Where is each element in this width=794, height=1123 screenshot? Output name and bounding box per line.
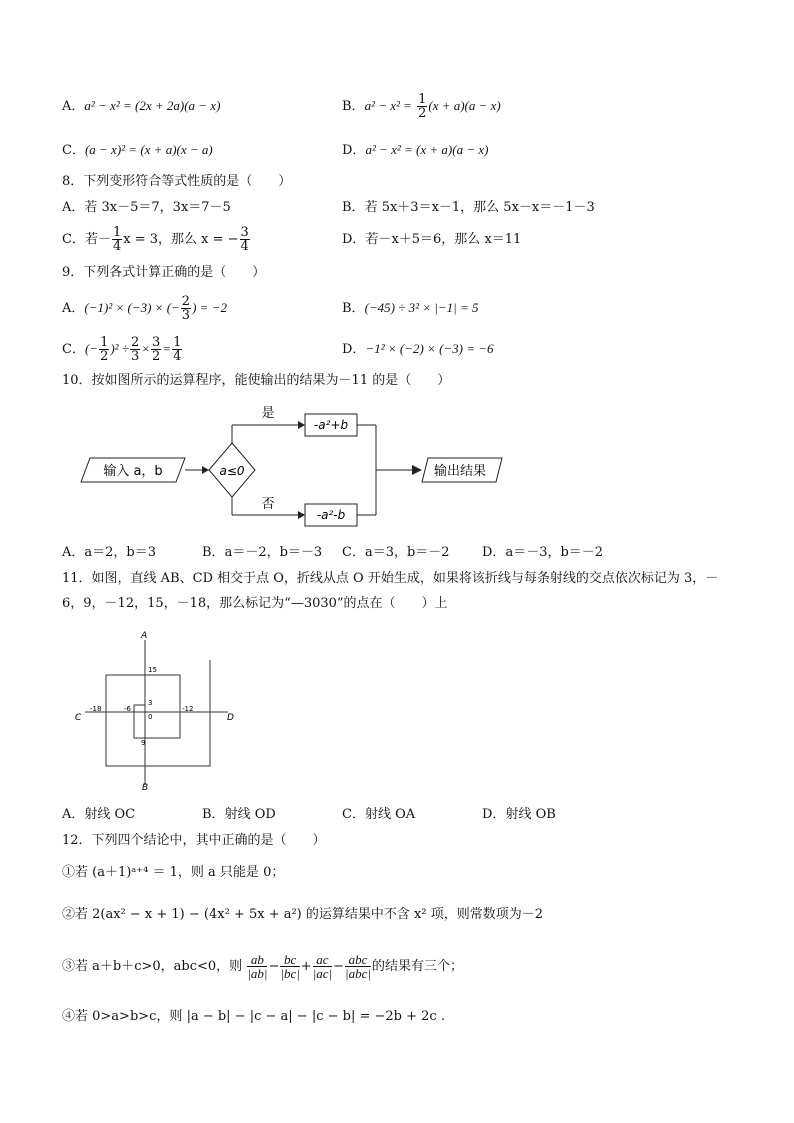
- option-expr: (−45) ÷ 3² × |−1| = 5: [364, 300, 479, 315]
- output-label: 输出结果: [433, 464, 487, 479]
- option-label: D．: [342, 232, 366, 247]
- no-box-label: -a²-b: [316, 508, 346, 522]
- fraction: $\frac{1}{4}$: [173, 335, 182, 364]
- option-expr-rhs: (x + a)(a − x): [428, 98, 501, 113]
- label-d: D: [227, 713, 234, 723]
- q11-option-c: C．射线 OA: [342, 807, 416, 822]
- label-neg18: -18: [90, 705, 102, 713]
- q11-option-d: D．射线 OB: [482, 807, 556, 822]
- label-c: C: [75, 713, 82, 723]
- option-label: A．: [62, 99, 85, 114]
- fraction: $\frac{3}{2}$: [152, 335, 161, 364]
- yes-box-label: -a²+b: [313, 418, 349, 432]
- option-expr: a² − x² = (2x + 2a)(a − x): [84, 98, 221, 113]
- fraction: $\frac{1}{2}$: [100, 335, 109, 364]
- no-label: 否: [261, 497, 275, 512]
- option-label: D．: [342, 342, 366, 357]
- label-a: A: [141, 631, 148, 641]
- option-label: C．: [62, 342, 85, 357]
- q12-statement-2: ②若 2(ax² − x + 1) − (4x² + 5x + a²) 的运算结果中不含 x² 项，则常数项为－2: [62, 907, 543, 922]
- q10-option-d: D．a＝－3，b＝－2: [482, 545, 604, 560]
- q11-option-a: A．射线 OC: [62, 807, 136, 822]
- option-label: A．: [62, 301, 85, 316]
- polyline-spiral: [106, 660, 210, 766]
- label-neg12: -12: [182, 705, 194, 713]
- q12-statement-1: ①若 (a＋1)ᵃ⁺⁴ ＝ 1，则 a 只能是 0；: [62, 865, 285, 880]
- q11-stem-line1: 11．如图，直线 AB、CD 相交于点 O，折线从点 O 开始生成，如果将该折线与每条射线的交点依次标记为 3，－: [62, 571, 719, 586]
- q10-option-c: C．a＝3，b＝－2: [342, 545, 450, 560]
- label-9: 9: [141, 739, 146, 747]
- option-expr: −1² × (−2) × (−3) = −6: [365, 341, 494, 356]
- option-expr: a² − x² = (x + a)(a − x): [365, 142, 489, 157]
- q10-option-a: A．a＝2，b＝3: [62, 545, 157, 560]
- label-b: B: [142, 783, 149, 793]
- option-expr-lhs: a² − x² =: [364, 98, 412, 113]
- q9-option-a: A．(−1)² × (−3) × (− $\frac{2}{3}$ ) = −2: [62, 294, 227, 323]
- q12-statement-4: ④若 0>a>b>c，则 |a − b| − |c − a| − |c − b| = −2b + 2c .: [62, 1009, 445, 1024]
- fraction: $\frac{2}{3}$: [130, 335, 140, 364]
- q11-stem-line2: 6，9，－12，15，－18，那么标记为“—3030”的点在（ ）上: [62, 596, 448, 611]
- q10-stem: 10．按如图所示的运算程序，能使输出的结果为－11 的是（ ）: [62, 373, 451, 388]
- label-3: 3: [148, 699, 153, 707]
- option-label: B．: [342, 301, 365, 316]
- q11-option-b: B．射线 OD: [202, 807, 276, 822]
- q9-stem: 9．下列各式计算正确的是（ ）: [62, 265, 266, 280]
- option-label: C．: [62, 143, 85, 158]
- yes-label: 是: [261, 406, 275, 421]
- fraction: $\frac{1}{4}$: [112, 225, 122, 254]
- condition-label: a≤0: [219, 464, 245, 478]
- option-expr: (a − x)² = (x + a)(x − a): [84, 142, 213, 157]
- label-neg6: -6: [124, 705, 131, 713]
- label-15: 15: [148, 666, 157, 674]
- fraction: $\frac{bc}{|bc|}$: [280, 952, 300, 981]
- option-text: 若－x＋5＝6，那么 x＝11: [365, 232, 522, 247]
- q10-option-b: B．a＝－2，b＝－3: [202, 545, 323, 560]
- label-origin: 0: [148, 713, 153, 721]
- option-label: D．: [342, 143, 366, 158]
- option-label: A．: [62, 200, 85, 215]
- q9-option-c: C．(− $\frac{1}{2}$ )² ÷ $\frac{2}{3}$ × $\frac{3}{2}$ = $\frac{1}{4}$: [62, 335, 182, 364]
- fraction: $\frac{2}{3}$: [181, 294, 191, 323]
- fraction: $\frac{3}{4}$: [240, 225, 249, 254]
- input-label: 输入 a，b: [103, 464, 163, 479]
- option-text: 若 3x－5＝7，3x＝7－5: [84, 200, 231, 215]
- option-label: B．: [342, 200, 365, 215]
- option-label: C．: [62, 232, 85, 247]
- q12-statement-3: ③若 a＋b＋c>0，abc<0，则 $\frac{ab}{|ab|}$ − $\frac{bc}{|bc|}$ + $\frac{ac}{|ac|}$ − $\frac{\text{abc}}{\text{|abc|}}$ 的结果有三个；: [62, 952, 463, 981]
- q8-stem: 8．下列变形符合等式性质的是（ ）: [62, 174, 292, 189]
- fraction: $\frac{ac}{|ac|}$: [312, 952, 333, 981]
- fraction: $\frac{ab}{|ab|}$: [247, 952, 268, 981]
- q12-stem: 12．下列四个结论中，其中正确的是（ ）: [62, 833, 326, 848]
- fraction: $\frac{\text{abc}}{\text{|abc|}}$: [345, 952, 371, 981]
- fraction: $\frac{1}{2}$: [418, 92, 427, 121]
- q8-option-c: C．若－ $\frac{1}{4}$ x = 3，那么 x = − $\frac{3}{4}$: [62, 225, 249, 254]
- option-label: B．: [342, 99, 365, 114]
- option-text: 若 5x＋3＝x－1，那么 5x－x＝－1－3: [364, 200, 595, 215]
